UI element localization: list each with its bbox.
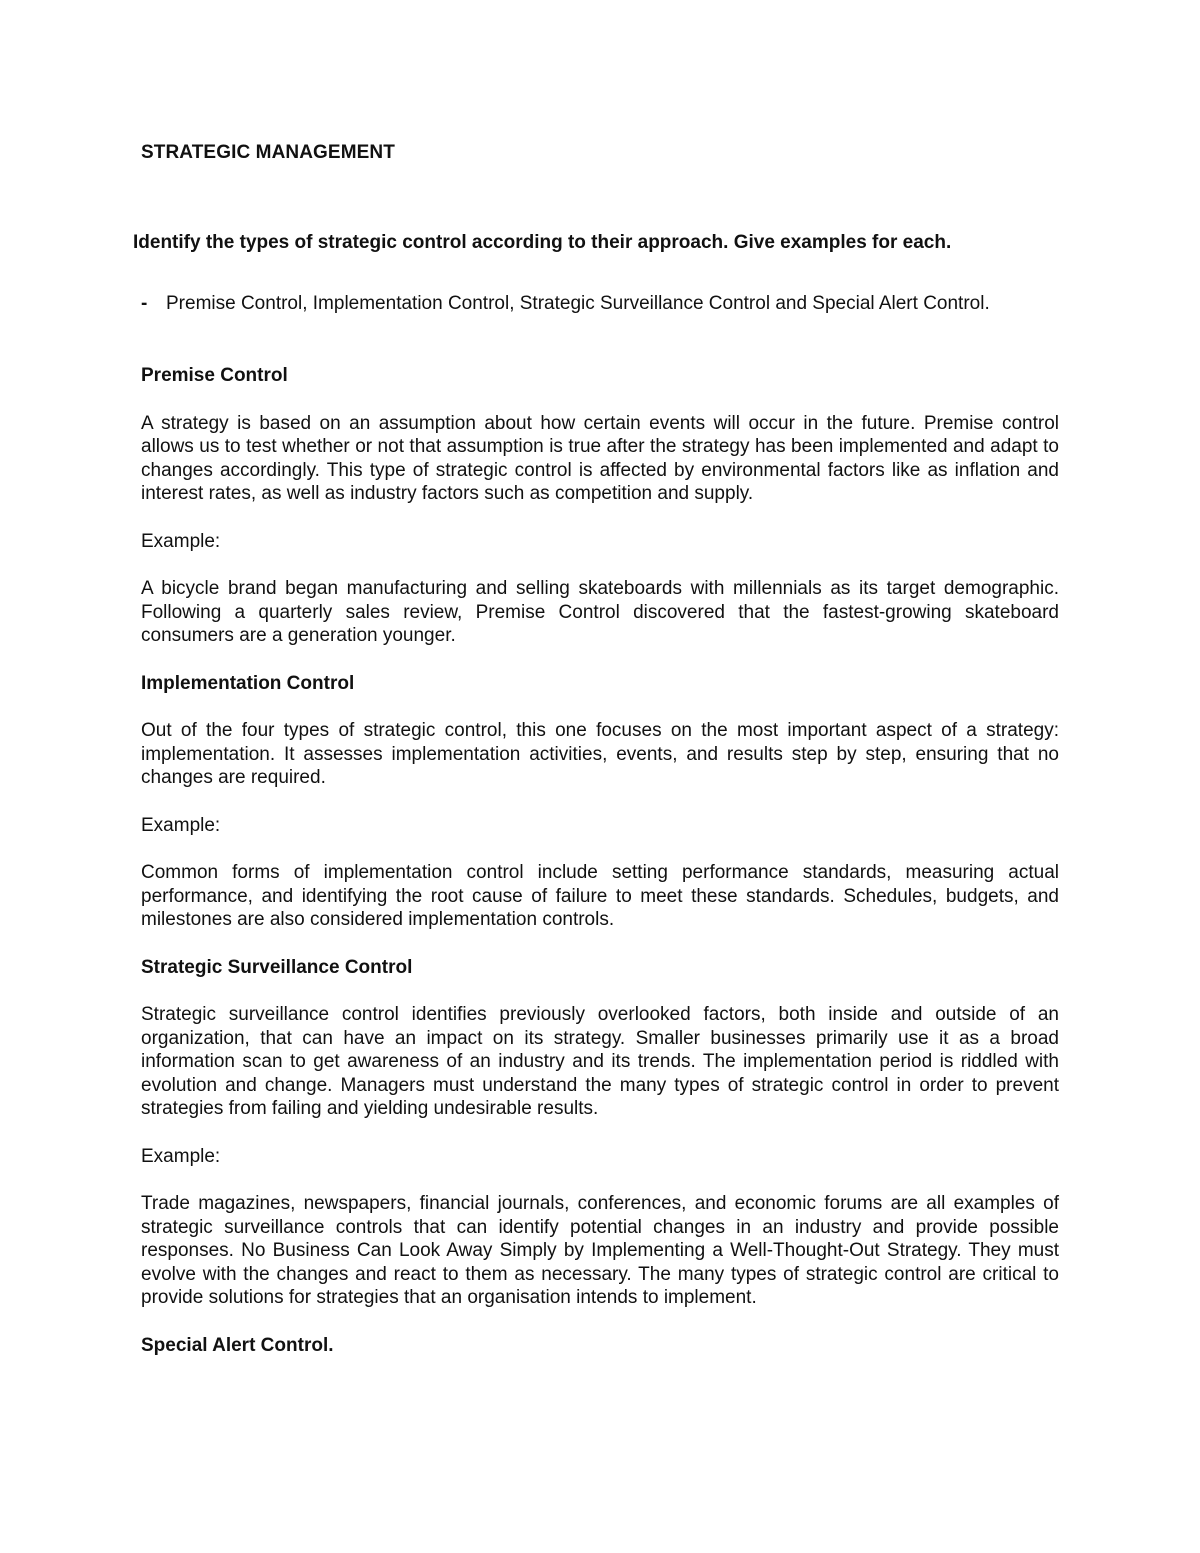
example-label: Example: xyxy=(141,530,221,552)
section-heading: Premise Control xyxy=(141,365,288,386)
section-body: Strategic surveillance control identifies previously overlooked factors, both inside and outside of an organization, that can have an impact on its strategy. Smaller businesses primarily use it as a broad information scan to get awareness of an industry and its trends. The implementation period is riddled with evolution and change. Managers must understand the many types of strategic control in order to prevent strategies from failing and yielding undesirable results. xyxy=(141,1004,1059,1119)
section-heading: Implementation Control xyxy=(141,672,355,694)
example-text: Common forms of implementation control include setting performance standards, measuring actual performance, and identifying the root cause of failure to meet these standards. Schedules, budgets, and milestones are also considered implementation controls. xyxy=(141,862,1059,930)
section-special-alert-control xyxy=(141,1334,1059,1358)
bullet-text: Premise Control, Implementation Control, Strategic Surveillance Control and Special Alert Control. xyxy=(166,293,990,314)
section-premise-control xyxy=(141,364,1059,648)
example-text: A bicycle brand began manufacturing and selling skateboards with millennials as its target demographic. Following a quarterly sales review, Premise Control discovered that the fastest-growing skateboard consumers are a generation younger. xyxy=(141,578,1059,646)
question-prompt: Identify the types of strategic control according to their approach. Give examples for each. xyxy=(133,232,952,253)
section-heading: Strategic Surveillance Control xyxy=(141,956,413,978)
bullet-marker: - xyxy=(141,293,148,314)
example-text: Trade magazines, newspapers, financial journals, conferences, and economic forums are all examples of strategic surveillance controls that can identify potential changes in an industry and provide possible responses. No Business Can Look Away Simply by Implementing a Well-Thought-Out Strategy. They must evolve with the changes and react to them as necessary. The many types of strategic control are critical to provide solutions for strategies that an organisation intends to implement. xyxy=(141,1193,1059,1308)
section-implementation-control xyxy=(141,672,1059,932)
answer-bullet xyxy=(141,292,1059,316)
section-body: Out of the four types of strategic control, this one focuses on the most important aspect of a strategy: implementation. It assesses implementation activities, events, and results step by step, ensuring that no changes are required. xyxy=(141,720,1059,788)
document-body xyxy=(141,364,1059,1381)
section-heading: Special Alert Control. xyxy=(141,1334,334,1356)
section-body: A strategy is based on an assumption about how certain events will occur in the future. Premise control allows us to test whether or not that assumption is true after the strategy has been implemented and adapt to changes accordingly. This type of strategic control is affected by environmental factors like as inflation and interest rates, as well as industry factors such as competition and supply. xyxy=(141,412,1059,504)
example-label: Example: xyxy=(141,814,221,836)
example-label: Example: xyxy=(141,1145,221,1167)
document-title: STRATEGIC MANAGEMENT xyxy=(141,142,395,163)
section-strategic-surveillance-control xyxy=(141,956,1059,1310)
